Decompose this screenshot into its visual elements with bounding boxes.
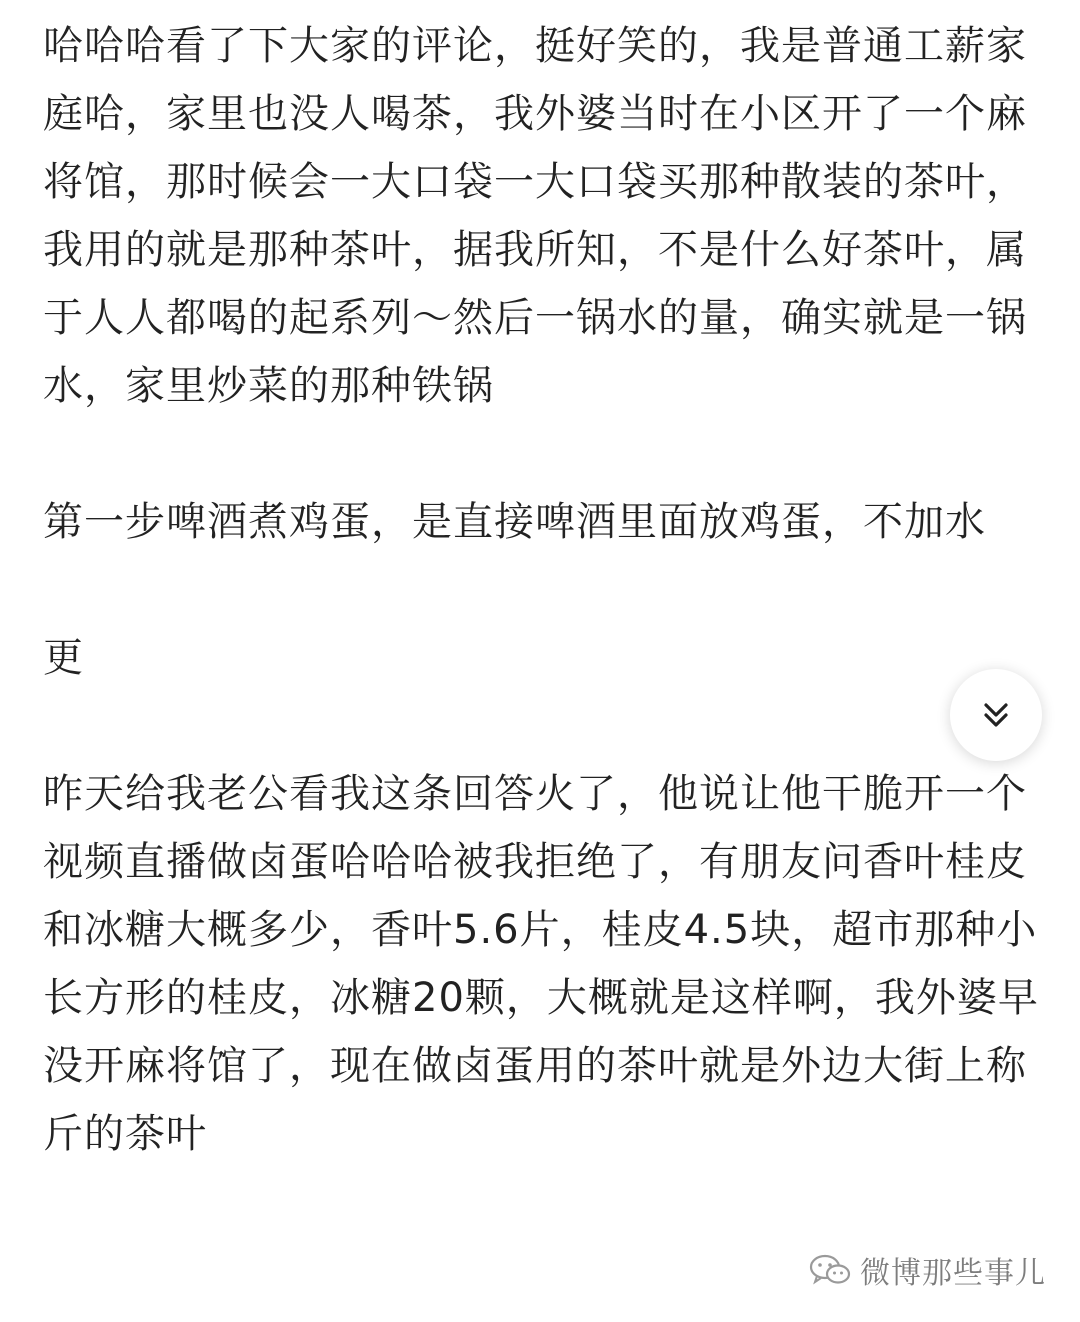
paragraph-spacer	[43, 420, 1043, 488]
watermark-text: 微博那些事儿	[860, 1256, 1046, 1291]
expand-more-button[interactable]	[950, 669, 1042, 761]
post-paragraph-1: 哈哈哈看了下大家的评论，挺好笑的，我是普通工薪家庭哈，家里也没人喝茶，我外婆当时在小区开了一个麻将馆，那时候会一大口袋一大口袋买那种散装的茶叶，我用的就是那种茶叶，据我所知，不是什么好茶叶，属于人人都喝的起系列～然后一锅水的量，确实就是一锅水，家里炒菜的那种铁锅	[43, 23, 1027, 409]
post-paragraph-2: 第一步啤酒煮鸡蛋，是直接啤酒里面放鸡蛋，不加水	[43, 499, 986, 545]
post-paragraph-3: 更	[43, 635, 84, 681]
post-content	[43, 12, 1043, 1168]
watermark	[808, 1248, 1046, 1292]
wechat-icon	[808, 1253, 852, 1287]
paragraph-spacer	[43, 692, 1043, 760]
double-chevron-down-icon	[979, 698, 1013, 732]
paragraph-spacer	[43, 556, 1043, 624]
post-paragraph-4: 昨天给我老公看我这条回答火了，他说让他干脆开一个视频直播做卤蛋哈哈哈被我拒绝了，有朋友问香叶桂皮和冰糖大概多少，香叶5.6片，桂皮4.5块，超市那种小长方形的桂皮，冰糖20颗，大概就是这样啊，我外婆早没开麻将馆了，现在做卤蛋用的茶叶就是外边大街上称斤的茶叶	[43, 771, 1039, 1157]
